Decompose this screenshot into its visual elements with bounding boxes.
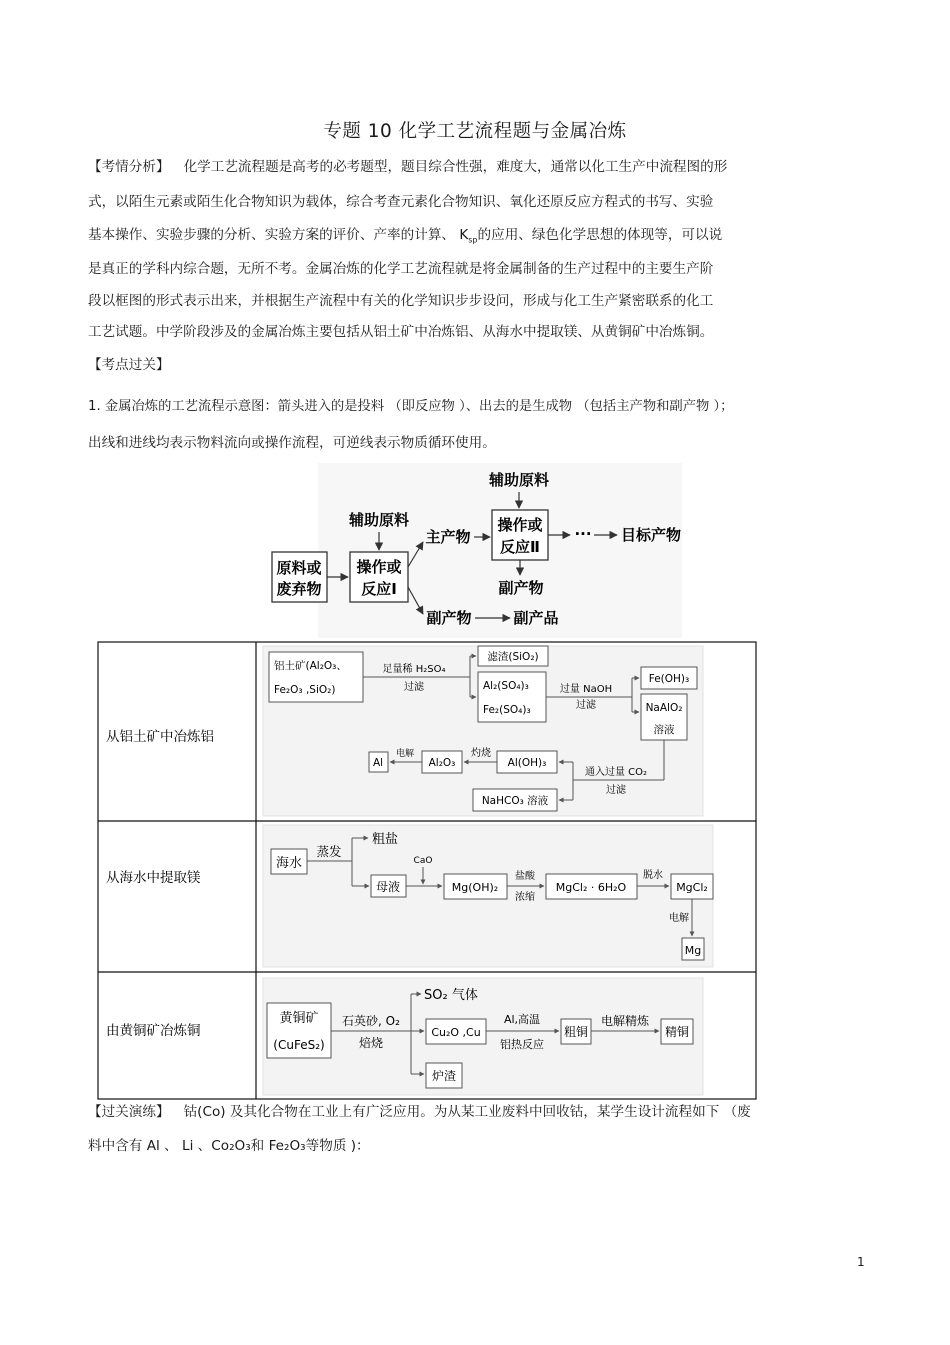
svg-text:电解精炼: 电解精炼	[600, 1014, 650, 1028]
svg-text:灼烧: 灼烧	[471, 748, 491, 759]
by-item: 副产品	[513, 609, 559, 627]
svg-text:浓缩: 浓缩	[515, 892, 535, 903]
svg-text:通入过量 CO₂: 通入过量 CO₂	[584, 767, 648, 778]
page-title: 专题 10 化学工艺流程题与金属冶炼	[323, 121, 627, 142]
analysis-line-5: 段以框图的形式表示出来，并根据生产流程中有关的化学知识步步设问，形成与化工生产紧密联系的化工	[88, 293, 714, 309]
svg-text:Mg(OH)₂: Mg(OH)₂	[451, 881, 499, 894]
analysis-line-3: 基本操作、实验步骤的分析、实验方案的评价、产率的计算、 $K_{sp}$的应用、绿色化学思想的体现等，可以说	[88, 227, 723, 245]
exercise-line-1: 【过关演练】 钴(Co) 及其化合物在工业上有广泛应用。为从某工业废料中回收钴，某学生设计流程如下 （废	[88, 1104, 751, 1120]
target-product: 目标产物	[620, 526, 682, 544]
svg-text:石英砂, O₂: 石英砂, O₂	[342, 1014, 400, 1028]
op1-line2: 反应Ⅰ	[361, 580, 397, 598]
analysis-line-4: 是真正的学科内综合题，无所不考。金属冶炼的化学工艺流程就是将金属制备的生产过程中的主要生产阶	[88, 261, 714, 277]
table-row-label-mg: 从海水中提取镁	[106, 870, 201, 886]
svg-text:电解: 电解	[669, 913, 689, 924]
analysis-line-6: 工艺试题。中学阶段涉及的金属冶炼主要包括从铝土矿中冶炼铝、从海水中提取镁、从黄铜矿中冶炼铜。	[88, 324, 714, 340]
svg-text:Al₂(SO₄)₃: Al₂(SO₄)₃	[483, 680, 529, 692]
svg-text:母液: 母液	[375, 880, 401, 894]
svg-text:过量 NaOH: 过量 NaOH	[559, 684, 613, 695]
aluminium-diagram	[263, 646, 703, 816]
analysis-tag: 【考情分析】	[88, 159, 170, 175]
point1-line-2: 出线和进线均表示物料流向或操作流程，可逆线表示物质循环使用。	[88, 435, 496, 451]
exercise-line-2: 料中含有 Al 、 Li 、Co₂O₃和 Fe₂O₃等物质 )：	[88, 1138, 370, 1154]
svg-text:电解: 电解	[395, 749, 415, 759]
key-points-tag: 【考点过关】	[88, 357, 170, 373]
svg-text:Al₂O₃: Al₂O₃	[428, 757, 456, 769]
op2-line2: 反应Ⅱ	[500, 538, 540, 556]
svg-text:NaHCO₃ 溶液: NaHCO₃ 溶液	[481, 795, 549, 807]
analysis-line-1: 【考情分析】 化学工艺流程题是高考的必考题型，题目综合性强，难度大，通常以化工生产中流程图的形	[88, 159, 728, 175]
magnesium-diagram	[263, 825, 713, 967]
svg-text:足量稀 H₂SO₄: 足量稀 H₂SO₄	[382, 664, 446, 675]
aux-material-2: 辅助原料	[488, 471, 550, 489]
svg-text:蒸发: 蒸发	[316, 844, 342, 859]
svg-text:MgCl₂ · 6H₂O: MgCl₂ · 6H₂O	[555, 881, 627, 894]
svg-text:粗铜: 粗铜	[563, 1025, 589, 1039]
point1-line-1: 1. 金属冶炼的工艺流程示意图：箭头进入的是投料 （即反应物 ）、出去的是生成物 （包括主产物和副产物 ）；	[88, 399, 734, 414]
svg-text:(CuFeS₂): (CuFeS₂)	[273, 1038, 325, 1052]
svg-text:铝热反应: 铝热反应	[500, 1038, 544, 1051]
by-product-top: 副产物	[498, 579, 544, 597]
svg-text:炉渣: 炉渣	[431, 1069, 457, 1083]
svg-text:NaAlO₂: NaAlO₂	[645, 702, 683, 714]
svg-text:Fe(OH)₃: Fe(OH)₃	[648, 673, 690, 685]
svg-text:MgCl₂: MgCl₂	[676, 881, 708, 894]
aux-material-1: 辅助原料	[348, 511, 410, 529]
svg-text:铝土矿(Al₂O₃、: 铝土矿(Al₂O₃、	[274, 660, 347, 672]
continuation-dots: ···	[574, 525, 592, 543]
raw-line1: 原料或	[276, 559, 322, 577]
svg-text:Fe₂(SO₄)₃: Fe₂(SO₄)₃	[483, 704, 531, 716]
svg-text:过滤: 过滤	[606, 785, 626, 796]
table-row-label-cu: 由黄铜矿冶炼铜	[106, 1023, 201, 1039]
svg-text:Cu₂O ,Cu: Cu₂O ,Cu	[431, 1026, 481, 1039]
svg-text:溶液: 溶液	[653, 724, 675, 736]
raw-line2: 废弃物	[276, 580, 322, 598]
svg-text:脱水: 脱水	[643, 870, 663, 881]
svg-text:滤渣(SiO₂): 滤渣(SiO₂)	[487, 651, 539, 663]
svg-text:精铜: 精铜	[664, 1025, 690, 1039]
svg-text:粗盐: 粗盐	[371, 832, 399, 847]
svg-text:Al(OH)₃: Al(OH)₃	[507, 757, 547, 769]
svg-text:SO₂ 气体: SO₂ 气体	[424, 988, 478, 1003]
table-row-label-al: 从铝土矿中冶炼铝	[106, 729, 214, 745]
svg-text:海水: 海水	[275, 856, 303, 871]
svg-text:Al: Al	[372, 757, 384, 769]
op2-line1: 操作或	[497, 516, 543, 534]
exercise-tag: 【过关演练】	[88, 1104, 170, 1120]
svg-text:Fe₂O₃ ,SiO₂): Fe₂O₃ ,SiO₂)	[274, 684, 336, 696]
svg-text:Al,高温: Al,高温	[503, 1013, 541, 1026]
analysis-line-2: 式，以陌生元素或陌生化合物知识为载体，综合考查元素化合物知识、氧化还原反应方程式的书写、实验	[88, 194, 714, 210]
svg-text:过滤: 过滤	[404, 682, 424, 693]
svg-text:CaO: CaO	[413, 856, 433, 866]
page-number: 1	[857, 1255, 865, 1269]
copper-diagram	[263, 978, 703, 1095]
by-product-bottom: 副产物	[426, 609, 472, 627]
op1-line1: 操作或	[356, 558, 402, 576]
svg-text:黄铜矿: 黄铜矿	[279, 1011, 319, 1026]
svg-text:盐酸: 盐酸	[515, 871, 535, 882]
main-product: 主产物	[425, 528, 471, 546]
svg-text:过滤: 过滤	[576, 700, 596, 711]
svg-text:焙烧: 焙烧	[358, 1036, 384, 1050]
svg-text:Mg: Mg	[684, 944, 702, 957]
